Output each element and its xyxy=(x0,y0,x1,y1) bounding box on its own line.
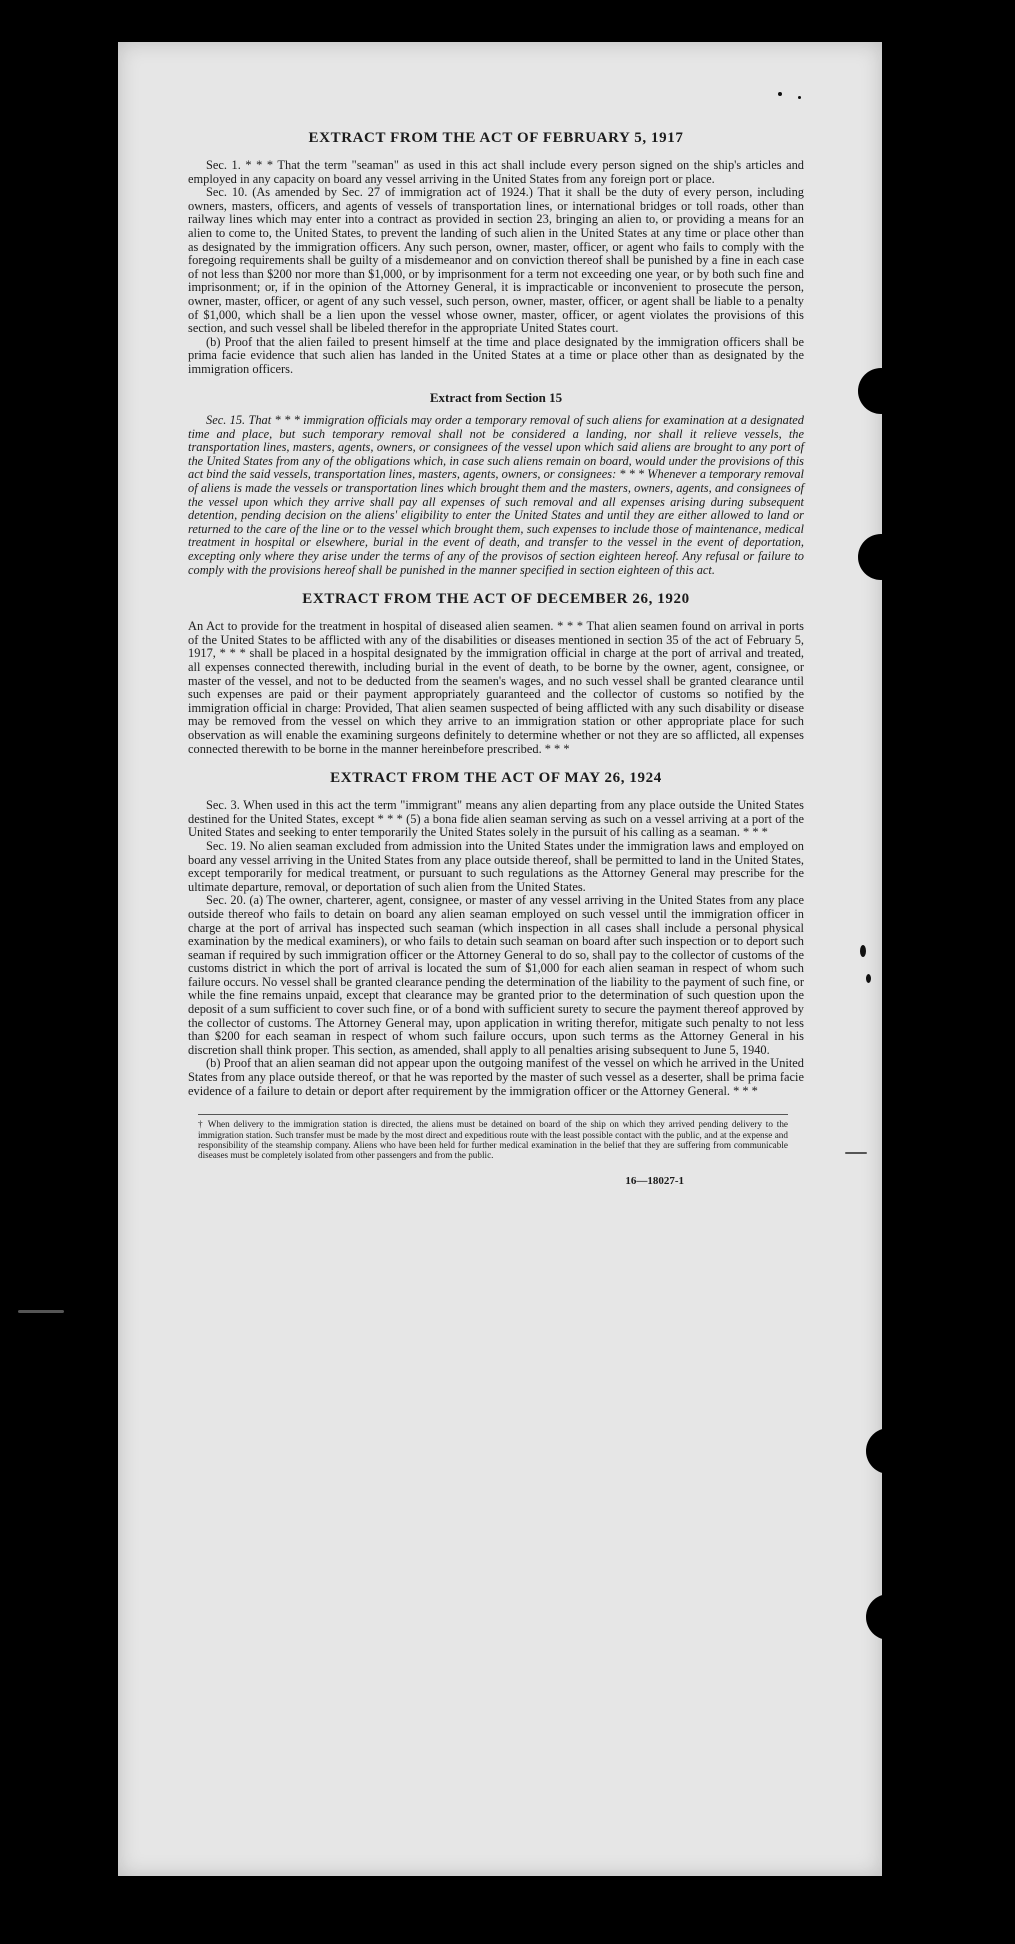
punch-hole-1 xyxy=(858,368,904,414)
paragraph-sec10: Sec. 10. (As amended by Sec. 27 of immigration act of 1924.) That it shall be the duty of every person, including owners, masters, officers, and agents of vessels of transportation lines, or international bridges or toll roads, other than railway lines which may enter into a contract as provided in section 23, bringing an alien to, or providing a means for an alien to come to, the United States, to prevent the landing of such alien in the United States at any time or place other than as designated by the immigration officers. Any such person, owner, master, officer, or agent who fails to comply with the foregoing requirements shall be guilty of a misdemeanor and on conviction thereof shall be punished by a fine in each case of not less than $200 nor more than $1,000, or by imprisonment for a term not exceeding one year, or by both such fine and imprisonment; or, if in the opinion of the Attorney General, it is impracticable or inconvenient to prosecute the person, owner, master, officer, or agent of any such vessel, such person, owner, master, officer, or agent shall be liable to a penalty of $1,000, which shall be a lien upon the vessel whose owner, master, officer, or agent violates the provisions of this section, and such vessel shall be libeled therefor in the appropriate United States court. xyxy=(188,185,804,336)
scan-edge-mark xyxy=(845,1152,867,1154)
paragraph-sec10b: (b) Proof that the alien failed to present himself at the time and place designated by the immigration officers shall be prima facie evidence that such alien has landed in the United States at a time or place other than as designated by the immigration officers. xyxy=(188,334,804,376)
punch-hole-4 xyxy=(866,1594,912,1640)
paragraph-sec20a: Sec. 20. (a) The owner, charterer, agent, consignee, or master of any vessel arriving in the United States from any place outside thereof who fails to detain on board any alien seaman employed on such vessel until the immigration officer in charge at the port of arrival has inspected such seaman (which inspection in all cases shall include a personal physical examination by the medical examiners), or who fails to detain such seaman on board after such inspection or to deport such seaman if required by such immigration officer or the Attorney General to do so, shall pay to the collector of customs of the customs district in which the port of arrival is located the sum of $1,000 for each alien seaman in respect of whom such failure occurs. No vessel shall be granted clearance pending the determination of the liability to the payment of such fine, or while the fine remains unpaid, except that clearance may be granted prior to the determination of such question upon the deposit of a sum sufficient to cover such fine, or of a bond with sufficient surety to secure the payment thereof approved by the collector of customs. The Attorney General may, upon application in writing therefor, mitigate such penalty to not less than $200 for each seaman in respect of whom such failure occurs, upon such terms as the Attorney General in his discretion shall think proper. This section, as amended, shall apply to all penalties arising subsequent to June 5, 1940. xyxy=(188,893,804,1057)
punch-hole-2 xyxy=(858,534,904,580)
section-heading-1920: EXTRACT FROM THE ACT OF DECEMBER 26, 1920 xyxy=(302,591,690,608)
scan-edge-mark xyxy=(18,1310,64,1313)
paragraph-sec20b: (b) Proof that an alien seaman did not appear upon the outgoing manifest of the vessel on which he arrived in the United States from any place outside thereof, or that he was reported by the master of such vessel as a deserter, shall be prima facie evidence of a failure to detain or deport after requirement by the immigration officer or the Attorney General. * * * xyxy=(188,1056,804,1098)
paragraph-sec3: Sec. 3. When used in this act the term "immigrant" means any alien departing from any place outside the United States destined for the United States, except * * * (5) a bona fide alien seaman serving as such on a vessel arriving at a port of the United States and seeking to enter temporarily the United States solely in the pursuit of his calling as a seaman. * * * xyxy=(188,798,804,840)
paragraph-sec15: Sec. 15. That * * * immigration officials may order a temporary removal of such aliens for examination at a designated time and place, but such temporary removal shall not be considered a landing, nor shall it relieve vessels, the transportation lines, masters, agents, owners, or consignees of the vessel upon which said aliens are brought to any port of the United States from any of the obligations which, in case such aliens remain on board, would under the provisions of this act bind the said vessels, transportation lines, masters, agents, owners, or consignees: * * * Whenever a temporary removal of aliens is made the vessels or transportation lines which brought them and the masters, owners, agents, and consignees of the vessel upon which they arrive shall pay all expenses of such removal and all expenses arising during subsequent detention, pending decision on the aliens' eligibility to enter the United States and until they are either allowed to land or returned to the care of the line or to the vessel which brought them, such expenses to include those of maintenance, medical treatment in hospital or elsewhere, burial in the event of death, and transfer to the vessel in the event of deportation, excepting only where they arise under the terms of any of the provisos of section eighteen hereof. Any refusal or failure to comply with the provisions hereof shall be punished in the manner specified in section eighteen of this act. xyxy=(188,413,804,577)
subheading-section15: Extract from Section 15 xyxy=(429,389,563,405)
section-heading-1917: EXTRACT FROM THE ACT OF FEBRUARY 5, 1917 xyxy=(308,130,684,146)
scan-speck xyxy=(798,96,801,99)
scan-speck xyxy=(778,92,782,96)
punch-hole-3 xyxy=(866,1428,912,1474)
document-page xyxy=(118,42,882,1876)
form-code: 16—18027-1 xyxy=(625,1174,684,1187)
section-heading-1924: EXTRACT FROM THE ACT OF MAY 26, 1924 xyxy=(330,770,662,787)
scan-speck xyxy=(860,945,866,957)
scan-speck xyxy=(866,974,871,983)
paragraph-sec19: Sec. 19. No alien seaman excluded from admission into the United States under the immigration laws and employed on board any vessel arriving in the United States from any place outside thereof, shall be permitted to land in the United States, except temporarily for medical treatment, or pursuant to such regulations as the Attorney General may prescribe for the ultimate departure, removal, or deportation of such alien from the United States. xyxy=(188,838,804,894)
paragraph-sec1: Sec. 1. * * * That the term "seaman" as used in this act shall include every person signed on the ship's articles and employed in any capacity on board any vessel arriving in the United States from any foreign port or place. xyxy=(188,158,804,186)
footnote: † When delivery to the immigration station is directed, the aliens must be detained on board of the ship on which they arrived pending delivery to the immigration station. Such transfer must be made by the most direct and expeditious route with the least possible contact with the public, and at the expense and responsibility of the steamship company. Aliens who have been held for further medical examination in the belief that they are suffering from communicable diseases must be completely isolated from other passengers and from the public. xyxy=(198,1114,788,1161)
document-body xyxy=(188,130,804,1188)
paragraph-act-1920: An Act to provide for the treatment in hospital of diseased alien seamen. * * * That alien seamen found on arrival in ports of the United States to be afflicted with any of the disabilities or diseases mentioned in section 35 of the act of February 5, 1917, * * * shall be placed in a hospital designated by the immigration official in charge at the port of arrival and treated, all expenses connected therewith, including burial in the event of death, to be borne by the owner, agent, consignee, or master of the vessel, and not to be deducted from the seamen's wages, and no such vessel shall be granted clearance until such expenses are paid or their payment appropriately guaranteed and the collector of customs so notified by the immigration official in charge: Provided, That alien seamen suspected of being afflicted with any such disability or disease may be removed from the vessel on which they arrive to an immigration station or other appropriate place for such observation as will enable the examining surgeons definitely to determine whether or not they are so afflicted, all expenses connected therewith to be borne in the manner hereinbefore prescribed. * * * xyxy=(188,619,804,756)
